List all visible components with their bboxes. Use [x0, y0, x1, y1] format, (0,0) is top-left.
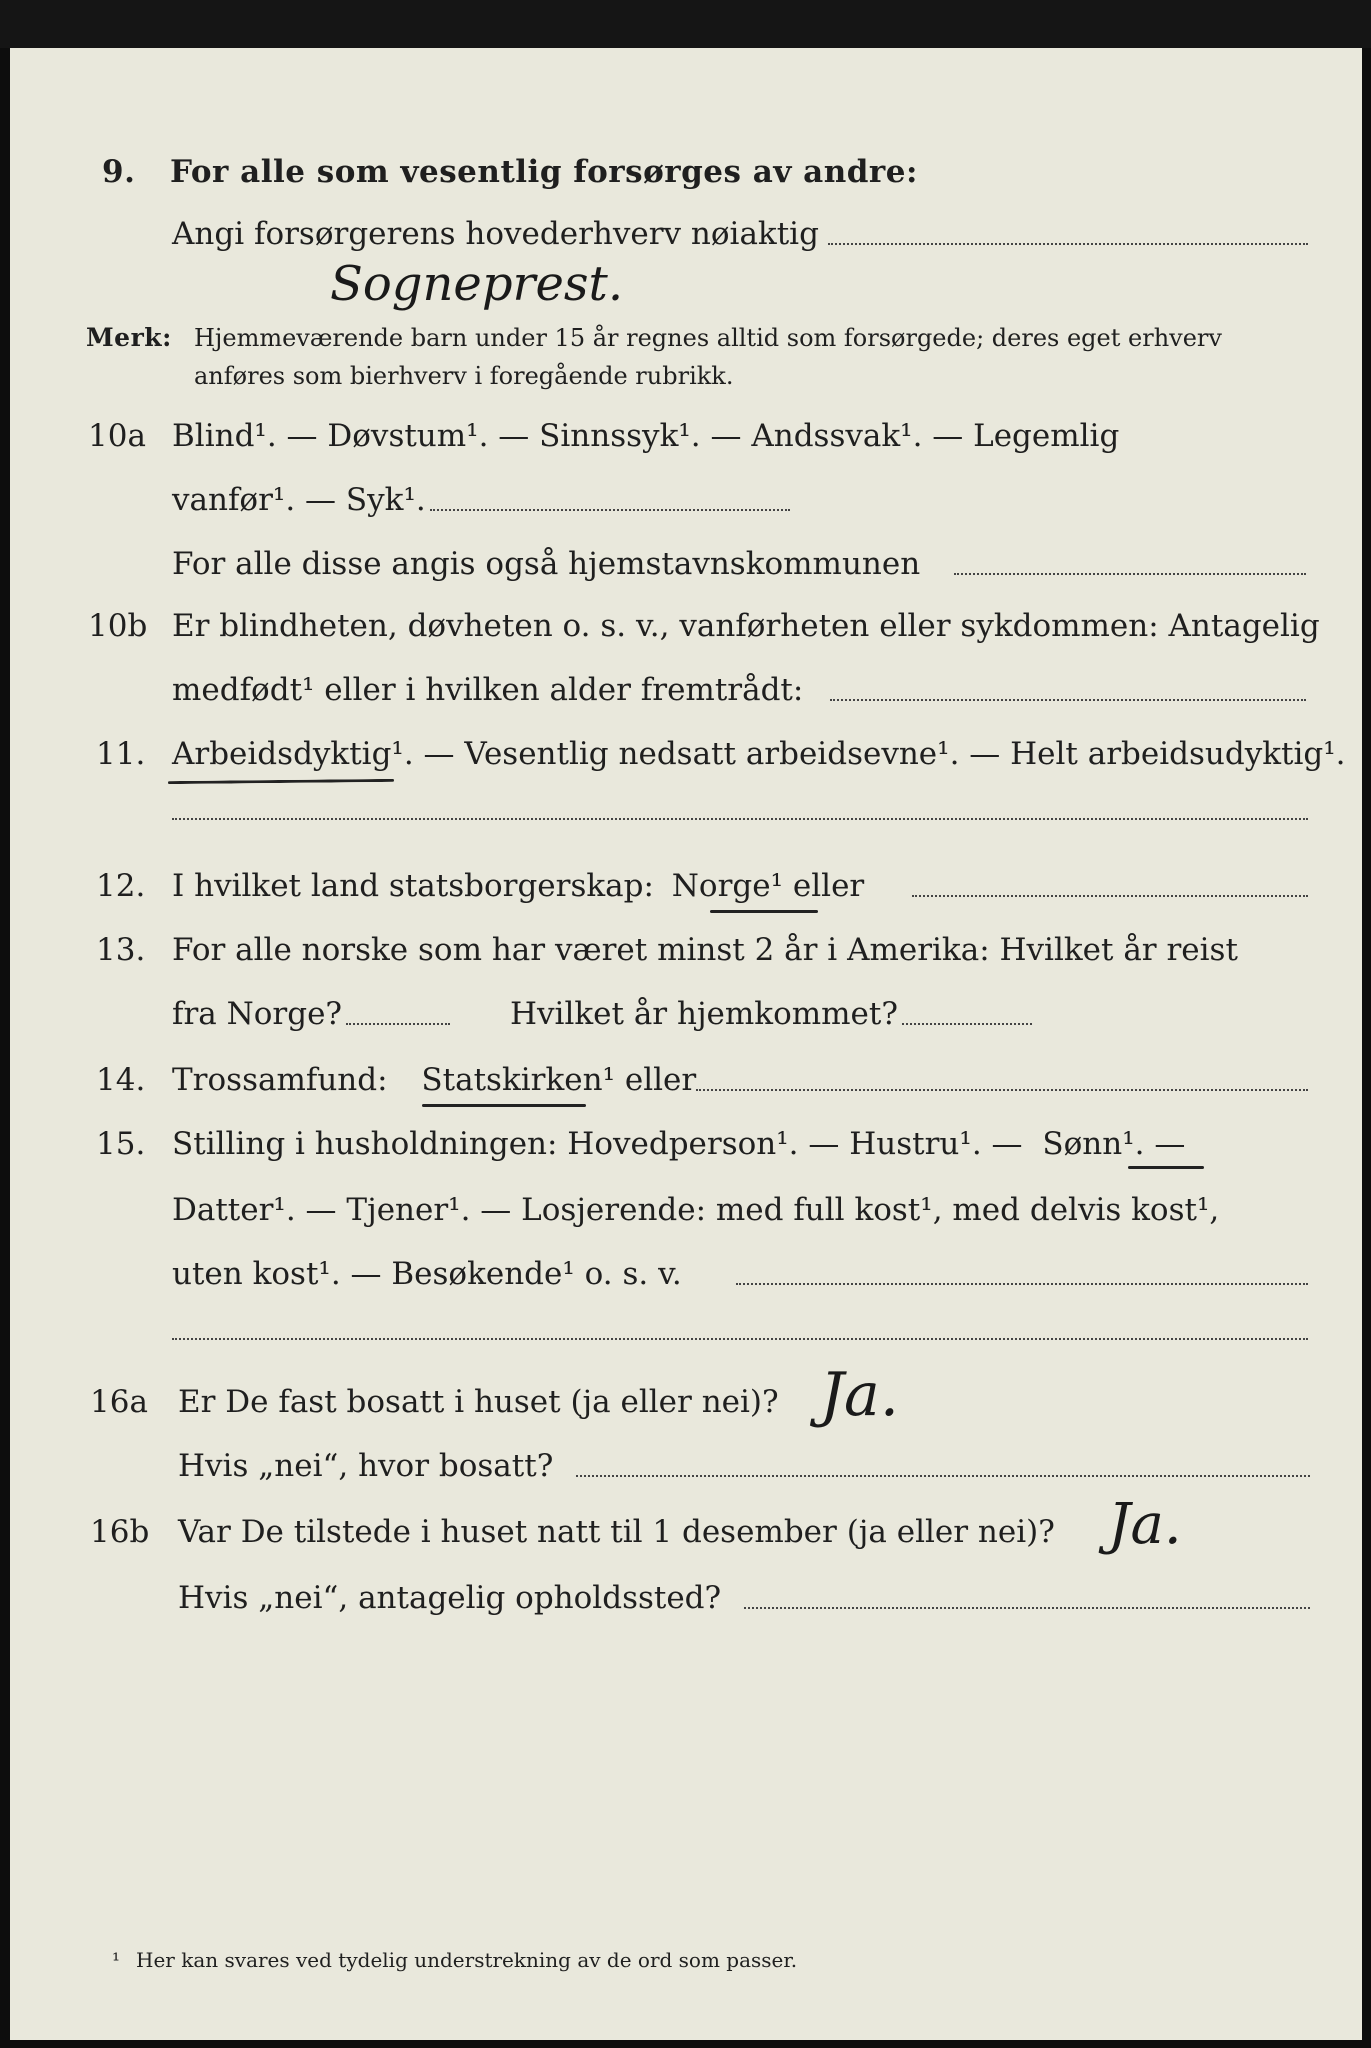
q13-left-year-line[interactable]	[346, 1023, 450, 1025]
q11-option-arbeidsdyktig[interactable]: Arbeidsdyktig	[172, 736, 392, 772]
q15-line-1	[172, 1124, 1185, 1164]
q10a-municipality-line[interactable]	[954, 573, 1306, 575]
q15-extra-line[interactable]	[172, 1338, 1308, 1340]
q16a-number: 16a	[90, 1384, 148, 1420]
q14-number: 14.	[96, 1062, 146, 1098]
q10b-line-2: medfødt¹ eller i hvilken alder fremtrådt:	[172, 672, 804, 708]
q14-faith-line[interactable]	[696, 1089, 1308, 1091]
q10a-number: 10a	[88, 418, 146, 454]
q14-prefix: Trossamfund:	[172, 1062, 388, 1098]
q10a-row-3	[10, 544, 1362, 594]
q14-underline-mark	[422, 1104, 586, 1107]
q15-row-2	[10, 1190, 1362, 1240]
q9-answer-row	[10, 254, 1362, 324]
merk-row-2	[10, 360, 1362, 410]
q15-line-2: Datter¹. — Tjener¹. — Losjerende: med full kost¹, med delvis kost¹,	[172, 1192, 1220, 1228]
q10a-row-2	[10, 480, 1362, 530]
q16b-row-1	[10, 1492, 1362, 1562]
q13-line-2b: Hvilket år hjemkommet?	[510, 996, 898, 1032]
q16a-line-2: Hvis „nei“, hvor bosatt?	[178, 1448, 554, 1484]
q16a-row-1	[10, 1360, 1362, 1432]
q12-row	[10, 866, 1362, 916]
q10a-line-3: For alle disse angis også hjemstavnskommunen	[172, 546, 921, 582]
footnote-marker: ¹	[112, 1948, 121, 1972]
q16a-row-2	[10, 1446, 1362, 1496]
q13-row-1	[10, 930, 1362, 980]
q9-prompt: Angi forsørgerens hovederhverv nøiaktig	[172, 216, 819, 252]
q14-suffix: ¹ eller	[602, 1062, 697, 1098]
q16b-line-1: Var De tilstede i huset natt til 1 desember (ja eller nei)?	[178, 1514, 1055, 1550]
q16a-handwritten-answer: Ja.	[820, 1360, 899, 1430]
q15-line-1c: ¹. —	[1122, 1126, 1186, 1162]
q16b-handwritten-answer: Ja.	[1108, 1492, 1182, 1557]
q10a-line-1: Blind¹. — Døvstum¹. — Sinnssyk¹. — Andssvak¹. — Legemlig	[172, 418, 1120, 454]
q15-underline-mark	[1128, 1166, 1204, 1169]
q10a-sick-line[interactable]	[430, 509, 790, 511]
q15-other-line[interactable]	[736, 1283, 1308, 1285]
census-form-page	[10, 48, 1362, 2040]
q12-prefix: I hvilket land statsborgerskap:	[172, 868, 654, 904]
q16b-whereabouts-line[interactable]	[744, 1607, 1310, 1609]
q10b-row-2	[10, 670, 1362, 720]
q12-country-line[interactable]	[912, 895, 1308, 897]
q10b-age-line[interactable]	[830, 699, 1306, 701]
q13-line-2a: fra Norge?	[172, 996, 343, 1032]
q13-line-1: For alle norske som har været minst 2 år i Amerika: Hvilket år reist	[172, 932, 1238, 968]
q12-number: 12.	[96, 868, 146, 904]
q15-line-3: uten kost¹. — Besøkende¹ o. s. v.	[172, 1256, 682, 1292]
q9-heading: For alle som vesentlig forsørges av andre:	[170, 154, 918, 190]
q12-option-norge[interactable]: Norge	[671, 868, 771, 904]
q14-option-statskirken[interactable]: Statskirken	[421, 1062, 603, 1098]
scan-top-edge	[0, 0, 1371, 48]
q16b-number: 16b	[90, 1514, 150, 1550]
q11-row	[10, 734, 1362, 784]
q11-extra-line[interactable]	[172, 818, 1308, 820]
q12-underline-mark	[710, 910, 818, 913]
q13-return-year-line[interactable]	[902, 1023, 1032, 1025]
q10b-line-1: Er blindheten, døvheten o. s. v., vanførheten eller sykdommen: Antagelig	[172, 608, 1320, 644]
footnote	[112, 1948, 797, 1972]
q10a-line-2: vanfør¹. — Syk¹.	[172, 482, 426, 518]
q9-handwritten-answer: Sogneprest.	[330, 256, 624, 312]
q16a-residence-line[interactable]	[576, 1475, 1310, 1477]
merk-line-2: anføres som bierhverv i foregående rubrikk.	[194, 362, 734, 390]
q12-text	[172, 866, 864, 906]
q14-text	[172, 1060, 696, 1100]
q14-row	[10, 1060, 1362, 1110]
q16a-line-1: Er De fast bosatt i huset (ja eller nei)?	[178, 1384, 779, 1420]
q9-number: 9.	[102, 154, 136, 190]
q10a-row-1	[10, 416, 1362, 466]
q15-line-1a: Stilling i husholdningen: Hovedperson¹. — Hustru¹. —	[172, 1126, 1023, 1162]
q10b-row-1	[10, 606, 1362, 656]
q15-row-3	[10, 1254, 1362, 1304]
q15-option-sonn[interactable]: Sønn	[1042, 1126, 1123, 1162]
merk-line-1: Hjemmeværende barn under 15 år regnes alltid som forsørgede; deres eget erhverv	[194, 324, 1222, 352]
q11-number: 11.	[96, 736, 146, 772]
q10b-number: 10b	[88, 608, 148, 644]
q11-rest: ¹. — Vesentlig nedsatt arbeidsevne¹. — Helt arbeidsudyktig¹.	[391, 736, 1346, 772]
q15-extra-row	[10, 1322, 1362, 1372]
q9-answer-line[interactable]	[828, 243, 1308, 245]
q12-suffix: ¹ eller	[770, 868, 865, 904]
q16b-line-2: Hvis „nei“, antagelig opholdssted?	[178, 1580, 722, 1616]
q15-number: 15.	[96, 1126, 146, 1162]
q16b-row-2	[10, 1578, 1362, 1628]
q9-heading-row	[10, 152, 1362, 202]
q13-row-2	[10, 994, 1362, 1044]
q13-number: 13.	[96, 932, 146, 968]
merk-label: Merk:	[86, 323, 172, 352]
q11-text	[172, 734, 1346, 774]
q11-extra-row	[10, 800, 1362, 850]
footnote-text: Her kan svares ved tydelig understrekning av de ord som passer.	[136, 1948, 798, 1972]
